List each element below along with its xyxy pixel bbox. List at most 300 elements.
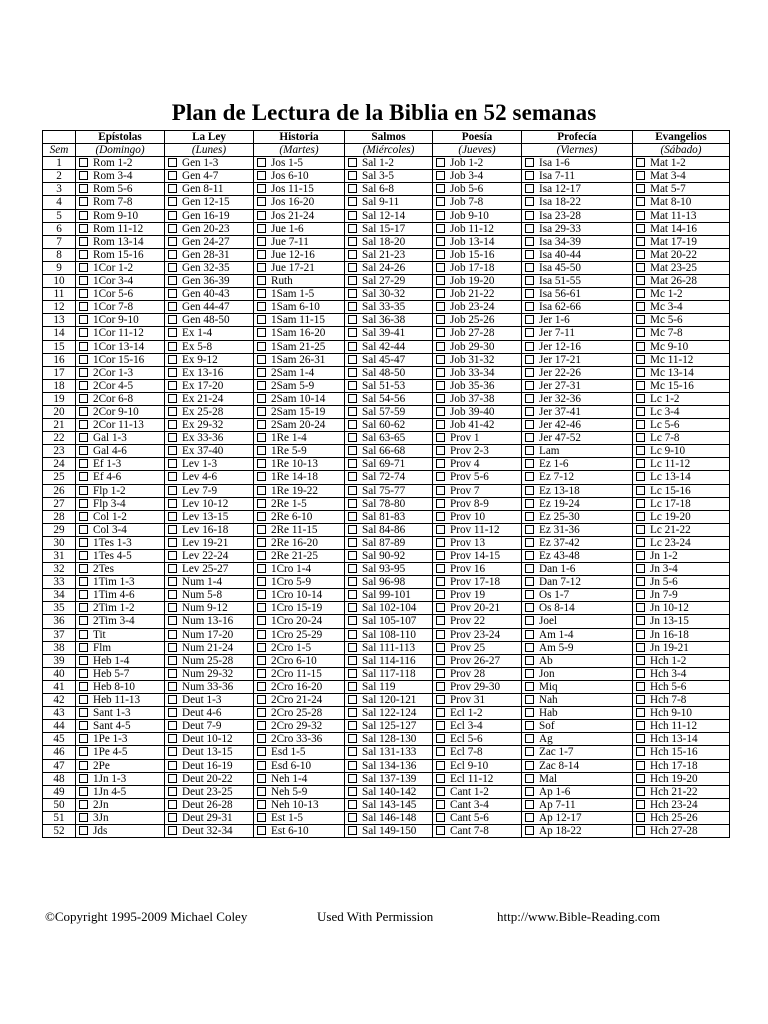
checkbox[interactable] xyxy=(636,250,645,259)
checkbox[interactable] xyxy=(636,394,645,403)
checkbox[interactable] xyxy=(257,211,266,220)
checkbox[interactable] xyxy=(168,512,177,521)
checkbox[interactable] xyxy=(348,643,357,652)
checkbox[interactable] xyxy=(168,394,177,403)
checkbox[interactable] xyxy=(168,263,177,272)
checkbox[interactable] xyxy=(257,237,266,246)
checkbox[interactable] xyxy=(348,590,357,599)
checkbox[interactable] xyxy=(348,747,357,756)
checkbox[interactable] xyxy=(168,459,177,468)
checkbox[interactable] xyxy=(79,211,88,220)
checkbox[interactable] xyxy=(348,289,357,298)
checkbox[interactable] xyxy=(636,512,645,521)
checkbox[interactable] xyxy=(636,328,645,337)
checkbox[interactable] xyxy=(168,747,177,756)
checkbox[interactable] xyxy=(348,499,357,508)
checkbox[interactable] xyxy=(257,616,266,625)
checkbox[interactable] xyxy=(436,734,445,743)
checkbox[interactable] xyxy=(168,721,177,730)
checkbox[interactable] xyxy=(168,355,177,364)
checkbox[interactable] xyxy=(525,328,534,337)
checkbox[interactable] xyxy=(348,630,357,639)
checkbox[interactable] xyxy=(348,237,357,246)
checkbox[interactable] xyxy=(348,761,357,770)
checkbox[interactable] xyxy=(348,525,357,534)
checkbox[interactable] xyxy=(436,446,445,455)
checkbox[interactable] xyxy=(79,446,88,455)
checkbox[interactable] xyxy=(636,276,645,285)
checkbox[interactable] xyxy=(257,472,266,481)
checkbox[interactable] xyxy=(257,328,266,337)
checkbox[interactable] xyxy=(525,407,534,416)
checkbox[interactable] xyxy=(525,459,534,468)
checkbox[interactable] xyxy=(79,276,88,285)
checkbox[interactable] xyxy=(79,184,88,193)
checkbox[interactable] xyxy=(168,368,177,377)
checkbox[interactable] xyxy=(79,512,88,521)
checkbox[interactable] xyxy=(436,263,445,272)
checkbox[interactable] xyxy=(436,211,445,220)
checkbox[interactable] xyxy=(257,486,266,495)
checkbox[interactable] xyxy=(436,197,445,206)
checkbox[interactable] xyxy=(257,224,266,233)
checkbox[interactable] xyxy=(636,761,645,770)
checkbox[interactable] xyxy=(436,800,445,809)
checkbox[interactable] xyxy=(525,171,534,180)
checkbox[interactable] xyxy=(348,381,357,390)
checkbox[interactable] xyxy=(636,800,645,809)
checkbox[interactable] xyxy=(168,761,177,770)
checkbox[interactable] xyxy=(436,381,445,390)
checkbox[interactable] xyxy=(525,643,534,652)
checkbox[interactable] xyxy=(525,486,534,495)
checkbox[interactable] xyxy=(348,224,357,233)
checkbox[interactable] xyxy=(436,669,445,678)
checkbox[interactable] xyxy=(79,630,88,639)
checkbox[interactable] xyxy=(257,734,266,743)
checkbox[interactable] xyxy=(525,577,534,586)
checkbox[interactable] xyxy=(257,342,266,351)
checkbox[interactable] xyxy=(348,184,357,193)
checkbox[interactable] xyxy=(436,538,445,547)
checkbox[interactable] xyxy=(525,669,534,678)
checkbox[interactable] xyxy=(257,276,266,285)
checkbox[interactable] xyxy=(436,761,445,770)
checkbox[interactable] xyxy=(636,734,645,743)
checkbox[interactable] xyxy=(636,499,645,508)
checkbox[interactable] xyxy=(636,472,645,481)
checkbox[interactable] xyxy=(348,656,357,665)
checkbox[interactable] xyxy=(168,538,177,547)
checkbox[interactable] xyxy=(79,289,88,298)
checkbox[interactable] xyxy=(257,184,266,193)
checkbox[interactable] xyxy=(348,486,357,495)
checkbox[interactable] xyxy=(257,721,266,730)
checkbox[interactable] xyxy=(348,342,357,351)
checkbox[interactable] xyxy=(636,302,645,311)
checkbox[interactable] xyxy=(79,616,88,625)
checkbox[interactable] xyxy=(525,826,534,835)
checkbox[interactable] xyxy=(79,721,88,730)
checkbox[interactable] xyxy=(348,734,357,743)
checkbox[interactable] xyxy=(79,813,88,822)
checkbox[interactable] xyxy=(168,158,177,167)
checkbox[interactable] xyxy=(168,800,177,809)
checkbox[interactable] xyxy=(168,211,177,220)
checkbox[interactable] xyxy=(168,813,177,822)
checkbox[interactable] xyxy=(636,669,645,678)
checkbox[interactable] xyxy=(636,315,645,324)
checkbox[interactable] xyxy=(436,315,445,324)
checkbox[interactable] xyxy=(525,708,534,717)
checkbox[interactable] xyxy=(79,171,88,180)
checkbox[interactable] xyxy=(79,315,88,324)
checkbox[interactable] xyxy=(436,787,445,796)
checkbox[interactable] xyxy=(348,171,357,180)
checkbox[interactable] xyxy=(257,446,266,455)
checkbox[interactable] xyxy=(348,813,357,822)
checkbox[interactable] xyxy=(348,211,357,220)
checkbox[interactable] xyxy=(525,721,534,730)
checkbox[interactable] xyxy=(636,237,645,246)
checkbox[interactable] xyxy=(168,224,177,233)
checkbox[interactable] xyxy=(636,721,645,730)
checkbox[interactable] xyxy=(79,590,88,599)
checkbox[interactable] xyxy=(436,564,445,573)
checkbox[interactable] xyxy=(436,394,445,403)
checkbox[interactable] xyxy=(436,525,445,534)
checkbox[interactable] xyxy=(636,538,645,547)
checkbox[interactable] xyxy=(79,761,88,770)
checkbox[interactable] xyxy=(257,525,266,534)
checkbox[interactable] xyxy=(257,459,266,468)
checkbox[interactable] xyxy=(79,656,88,665)
checkbox[interactable] xyxy=(79,643,88,652)
checkbox[interactable] xyxy=(636,433,645,442)
checkbox[interactable] xyxy=(525,525,534,534)
checkbox[interactable] xyxy=(436,237,445,246)
checkbox[interactable] xyxy=(257,381,266,390)
checkbox[interactable] xyxy=(168,197,177,206)
checkbox[interactable] xyxy=(525,774,534,783)
checkbox[interactable] xyxy=(525,237,534,246)
checkbox[interactable] xyxy=(257,826,266,835)
checkbox[interactable] xyxy=(79,787,88,796)
checkbox[interactable] xyxy=(525,656,534,665)
checkbox[interactable] xyxy=(168,656,177,665)
checkbox[interactable] xyxy=(348,420,357,429)
checkbox[interactable] xyxy=(525,630,534,639)
checkbox[interactable] xyxy=(525,381,534,390)
checkbox[interactable] xyxy=(79,407,88,416)
checkbox[interactable] xyxy=(168,590,177,599)
checkbox[interactable] xyxy=(436,276,445,285)
checkbox[interactable] xyxy=(348,276,357,285)
checkbox[interactable] xyxy=(79,237,88,246)
checkbox[interactable] xyxy=(257,695,266,704)
checkbox[interactable] xyxy=(525,420,534,429)
checkbox[interactable] xyxy=(168,276,177,285)
checkbox[interactable] xyxy=(79,224,88,233)
checkbox[interactable] xyxy=(79,250,88,259)
checkbox[interactable] xyxy=(79,774,88,783)
checkbox[interactable] xyxy=(79,525,88,534)
checkbox[interactable] xyxy=(436,459,445,468)
checkbox[interactable] xyxy=(168,184,177,193)
checkbox[interactable] xyxy=(436,603,445,612)
checkbox[interactable] xyxy=(79,577,88,586)
checkbox[interactable] xyxy=(525,368,534,377)
checkbox[interactable] xyxy=(525,800,534,809)
checkbox[interactable] xyxy=(525,616,534,625)
checkbox[interactable] xyxy=(436,577,445,586)
checkbox[interactable] xyxy=(168,472,177,481)
checkbox[interactable] xyxy=(348,433,357,442)
checkbox[interactable] xyxy=(636,381,645,390)
checkbox[interactable] xyxy=(525,538,534,547)
checkbox[interactable] xyxy=(525,761,534,770)
checkbox[interactable] xyxy=(525,446,534,455)
checkbox[interactable] xyxy=(348,394,357,403)
checkbox[interactable] xyxy=(257,656,266,665)
checkbox[interactable] xyxy=(636,407,645,416)
checkbox[interactable] xyxy=(168,630,177,639)
checkbox[interactable] xyxy=(168,826,177,835)
checkbox[interactable] xyxy=(436,512,445,521)
checkbox[interactable] xyxy=(257,538,266,547)
checkbox[interactable] xyxy=(636,486,645,495)
checkbox[interactable] xyxy=(525,342,534,351)
checkbox[interactable] xyxy=(79,603,88,612)
checkbox[interactable] xyxy=(636,643,645,652)
checkbox[interactable] xyxy=(168,643,177,652)
checkbox[interactable] xyxy=(257,512,266,521)
checkbox[interactable] xyxy=(79,747,88,756)
checkbox[interactable] xyxy=(636,368,645,377)
checkbox[interactable] xyxy=(436,590,445,599)
checkbox[interactable] xyxy=(436,630,445,639)
checkbox[interactable] xyxy=(168,525,177,534)
checkbox[interactable] xyxy=(636,289,645,298)
checkbox[interactable] xyxy=(257,761,266,770)
checkbox[interactable] xyxy=(636,355,645,364)
checkbox[interactable] xyxy=(436,289,445,298)
checkbox[interactable] xyxy=(348,302,357,311)
checkbox[interactable] xyxy=(79,302,88,311)
checkbox[interactable] xyxy=(79,734,88,743)
checkbox[interactable] xyxy=(348,708,357,717)
checkbox[interactable] xyxy=(348,577,357,586)
checkbox[interactable] xyxy=(636,525,645,534)
checkbox[interactable] xyxy=(525,250,534,259)
checkbox[interactable] xyxy=(636,263,645,272)
checkbox[interactable] xyxy=(79,826,88,835)
checkbox[interactable] xyxy=(79,381,88,390)
checkbox[interactable] xyxy=(168,420,177,429)
checkbox[interactable] xyxy=(257,564,266,573)
checkbox[interactable] xyxy=(257,499,266,508)
checkbox[interactable] xyxy=(257,289,266,298)
checkbox[interactable] xyxy=(436,643,445,652)
checkbox[interactable] xyxy=(636,171,645,180)
checkbox[interactable] xyxy=(257,315,266,324)
checkbox[interactable] xyxy=(636,787,645,796)
checkbox[interactable] xyxy=(348,695,357,704)
checkbox[interactable] xyxy=(436,472,445,481)
checkbox[interactable] xyxy=(257,158,266,167)
checkbox[interactable] xyxy=(436,158,445,167)
checkbox[interactable] xyxy=(168,551,177,560)
checkbox[interactable] xyxy=(436,302,445,311)
checkbox[interactable] xyxy=(525,734,534,743)
checkbox[interactable] xyxy=(525,695,534,704)
checkbox[interactable] xyxy=(636,211,645,220)
checkbox[interactable] xyxy=(348,158,357,167)
checkbox[interactable] xyxy=(436,184,445,193)
checkbox[interactable] xyxy=(525,211,534,220)
checkbox[interactable] xyxy=(525,433,534,442)
checkbox[interactable] xyxy=(525,197,534,206)
checkbox[interactable] xyxy=(525,564,534,573)
checkbox[interactable] xyxy=(168,315,177,324)
checkbox[interactable] xyxy=(79,472,88,481)
checkbox[interactable] xyxy=(636,551,645,560)
checkbox[interactable] xyxy=(168,433,177,442)
checkbox[interactable] xyxy=(168,486,177,495)
checkbox[interactable] xyxy=(636,577,645,586)
checkbox[interactable] xyxy=(348,774,357,783)
checkbox[interactable] xyxy=(257,263,266,272)
checkbox[interactable] xyxy=(436,486,445,495)
checkbox[interactable] xyxy=(348,787,357,796)
checkbox[interactable] xyxy=(79,433,88,442)
checkbox[interactable] xyxy=(348,551,357,560)
checkbox[interactable] xyxy=(348,250,357,259)
checkbox[interactable] xyxy=(348,315,357,324)
checkbox[interactable] xyxy=(636,184,645,193)
checkbox[interactable] xyxy=(525,813,534,822)
checkbox[interactable] xyxy=(636,695,645,704)
checkbox[interactable] xyxy=(168,237,177,246)
checkbox[interactable] xyxy=(168,682,177,691)
checkbox[interactable] xyxy=(257,302,266,311)
checkbox[interactable] xyxy=(348,407,357,416)
checkbox[interactable] xyxy=(525,682,534,691)
checkbox[interactable] xyxy=(348,368,357,377)
checkbox[interactable] xyxy=(168,669,177,678)
checkbox[interactable] xyxy=(168,381,177,390)
checkbox[interactable] xyxy=(436,171,445,180)
checkbox[interactable] xyxy=(168,616,177,625)
checkbox[interactable] xyxy=(257,171,266,180)
checkbox[interactable] xyxy=(436,328,445,337)
checkbox[interactable] xyxy=(636,342,645,351)
checkbox[interactable] xyxy=(636,630,645,639)
checkbox[interactable] xyxy=(257,630,266,639)
checkbox[interactable] xyxy=(525,355,534,364)
checkbox[interactable] xyxy=(436,551,445,560)
checkbox[interactable] xyxy=(79,459,88,468)
checkbox[interactable] xyxy=(257,433,266,442)
checkbox[interactable] xyxy=(257,355,266,364)
checkbox[interactable] xyxy=(168,734,177,743)
checkbox[interactable] xyxy=(436,355,445,364)
checkbox[interactable] xyxy=(257,394,266,403)
checkbox[interactable] xyxy=(168,342,177,351)
checkbox[interactable] xyxy=(348,446,357,455)
checkbox[interactable] xyxy=(348,328,357,337)
checkbox[interactable] xyxy=(436,708,445,717)
checkbox[interactable] xyxy=(257,577,266,586)
checkbox[interactable] xyxy=(79,551,88,560)
checkbox[interactable] xyxy=(79,669,88,678)
checkbox[interactable] xyxy=(636,826,645,835)
checkbox[interactable] xyxy=(348,603,357,612)
checkbox[interactable] xyxy=(168,171,177,180)
checkbox[interactable] xyxy=(168,774,177,783)
checkbox[interactable] xyxy=(636,590,645,599)
checkbox[interactable] xyxy=(525,499,534,508)
checkbox[interactable] xyxy=(436,774,445,783)
checkbox[interactable] xyxy=(348,538,357,547)
checkbox[interactable] xyxy=(168,499,177,508)
checkbox[interactable] xyxy=(636,158,645,167)
checkbox[interactable] xyxy=(257,368,266,377)
checkbox[interactable] xyxy=(79,682,88,691)
checkbox[interactable] xyxy=(168,328,177,337)
checkbox[interactable] xyxy=(436,616,445,625)
checkbox[interactable] xyxy=(636,197,645,206)
checkbox[interactable] xyxy=(436,813,445,822)
checkbox[interactable] xyxy=(525,551,534,560)
checkbox[interactable] xyxy=(79,486,88,495)
checkbox[interactable] xyxy=(257,669,266,678)
checkbox[interactable] xyxy=(257,800,266,809)
checkbox[interactable] xyxy=(525,787,534,796)
checkbox[interactable] xyxy=(525,289,534,298)
checkbox[interactable] xyxy=(348,564,357,573)
checkbox[interactable] xyxy=(257,603,266,612)
checkbox[interactable] xyxy=(257,643,266,652)
checkbox[interactable] xyxy=(257,590,266,599)
checkbox[interactable] xyxy=(525,512,534,521)
checkbox[interactable] xyxy=(79,158,88,167)
checkbox[interactable] xyxy=(168,787,177,796)
checkbox[interactable] xyxy=(257,787,266,796)
checkbox[interactable] xyxy=(257,407,266,416)
checkbox[interactable] xyxy=(436,682,445,691)
checkbox[interactable] xyxy=(257,197,266,206)
checkbox[interactable] xyxy=(636,708,645,717)
checkbox[interactable] xyxy=(525,747,534,756)
checkbox[interactable] xyxy=(525,263,534,272)
checkbox[interactable] xyxy=(636,682,645,691)
checkbox[interactable] xyxy=(636,747,645,756)
checkbox[interactable] xyxy=(348,355,357,364)
checkbox[interactable] xyxy=(525,603,534,612)
checkbox[interactable] xyxy=(636,656,645,665)
checkbox[interactable] xyxy=(436,499,445,508)
checkbox[interactable] xyxy=(168,695,177,704)
checkbox[interactable] xyxy=(525,184,534,193)
checkbox[interactable] xyxy=(636,446,645,455)
checkbox[interactable] xyxy=(636,774,645,783)
checkbox[interactable] xyxy=(436,250,445,259)
checkbox[interactable] xyxy=(348,472,357,481)
checkbox[interactable] xyxy=(636,813,645,822)
checkbox[interactable] xyxy=(168,564,177,573)
checkbox[interactable] xyxy=(348,263,357,272)
